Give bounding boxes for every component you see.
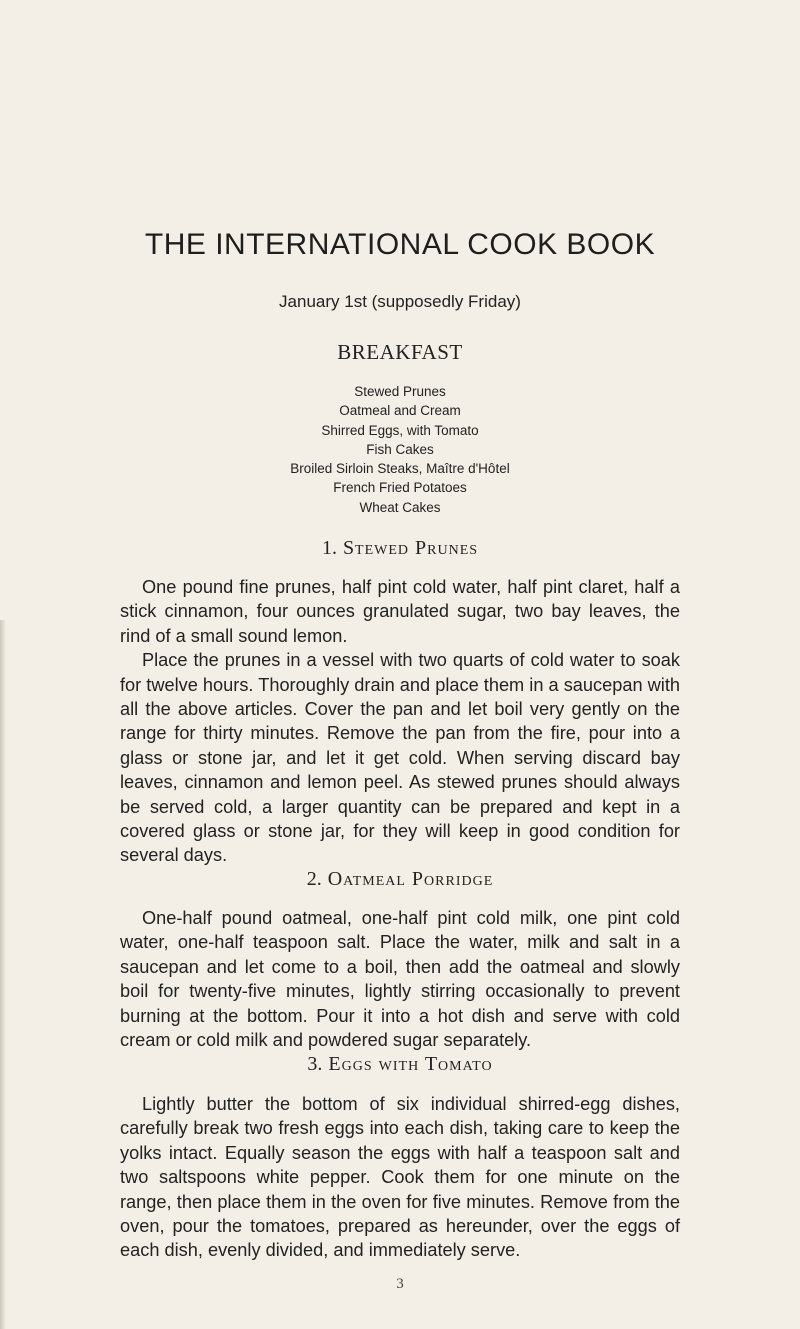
- page-number: 3: [396, 1276, 404, 1292]
- page-edge-shadow: [0, 620, 6, 1329]
- paragraph: Lightly butter the bottom of six individual shirred-egg dishes, carefully break two fresh eggs into each dish, taking care to keep the yolks intact. Equally season the eggs with half a teaspoon salt and two saltspoons white pepper. Cook them for one minute on the range, then place them in the oven for five minutes. Remove from the oven, pour the tomatoes, prepared as hereunder, over the eggs of each dish, evenly divided, and immediately serve.: [120, 1094, 680, 1261]
- recipe-number: 2.: [306, 868, 322, 890]
- recipe-heading: [0, 868, 800, 891]
- running-head: THE INTERNATIONAL COOK BOOK: [144, 228, 656, 261]
- recipe-heading: [0, 1053, 800, 1076]
- menu-item: Oatmeal and Cream: [339, 403, 461, 419]
- recipe-body: [120, 906, 680, 1052]
- menu-item: French Fried Potatoes: [333, 480, 467, 496]
- recipe-title: Oatmeal Porridge: [327, 868, 494, 890]
- recipe-number: 3.: [307, 1053, 323, 1075]
- recipe-heading: [0, 537, 800, 560]
- paragraph: One-half pound oatmeal, one-half pint cold milk, one pint cold water, one-half teaspoon salt. Place the water, milk and salt in a saucepan and let come to a boil, then add the oatmeal and slowly boil for twenty-five minutes, lightly stirring occasionally to prevent burning at the bottom. Pour it into a hot dish and serve with cold cream or cold milk and powdered sugar separately.: [120, 908, 680, 1051]
- menu-item: Wheat Cakes: [359, 499, 441, 515]
- recipe-title: Eggs with Tomato: [328, 1053, 493, 1075]
- meal-title: BREAKFAST: [337, 340, 463, 364]
- date-line: January 1st (supposedly Friday): [279, 292, 521, 311]
- paragraph: One pound fine prunes, half pint cold water, half pint claret, half a stick cinnamon, four ounces granulated sugar, two bay leaves, the rind of a small sound lemon.: [120, 577, 680, 646]
- menu-item: Shirred Eggs, with Tomato: [321, 422, 479, 438]
- recipe-title: Stewed Prunes: [342, 537, 479, 559]
- paragraph: Place the prunes in a vessel with two quarts of cold water to soak for twelve hours. Thoroughly drain and place them in a saucepan with all the above articles. Cover the pan and let boil very gently on the range for thirty minutes. Remove the pan from the fire, pour into a glass or stone jar, and let it get cold. When serving discard bay leaves, cinnamon and lemon peel. As stewed prunes should always be served cold, a larger quantity can be prepared and kept in a covered glass or stone jar, for they will keep in good condition for several days.: [120, 650, 680, 866]
- recipe-body: [120, 1092, 680, 1263]
- menu-item: Fish Cakes: [366, 441, 434, 457]
- menu-item: Stewed Prunes: [354, 384, 446, 399]
- recipe-body: [120, 575, 680, 868]
- recipe-number: 1.: [321, 537, 337, 559]
- menu-item: Broiled Sirloin Steaks, Maître d'Hôtel: [290, 461, 510, 477]
- menu-list: [0, 382, 800, 517]
